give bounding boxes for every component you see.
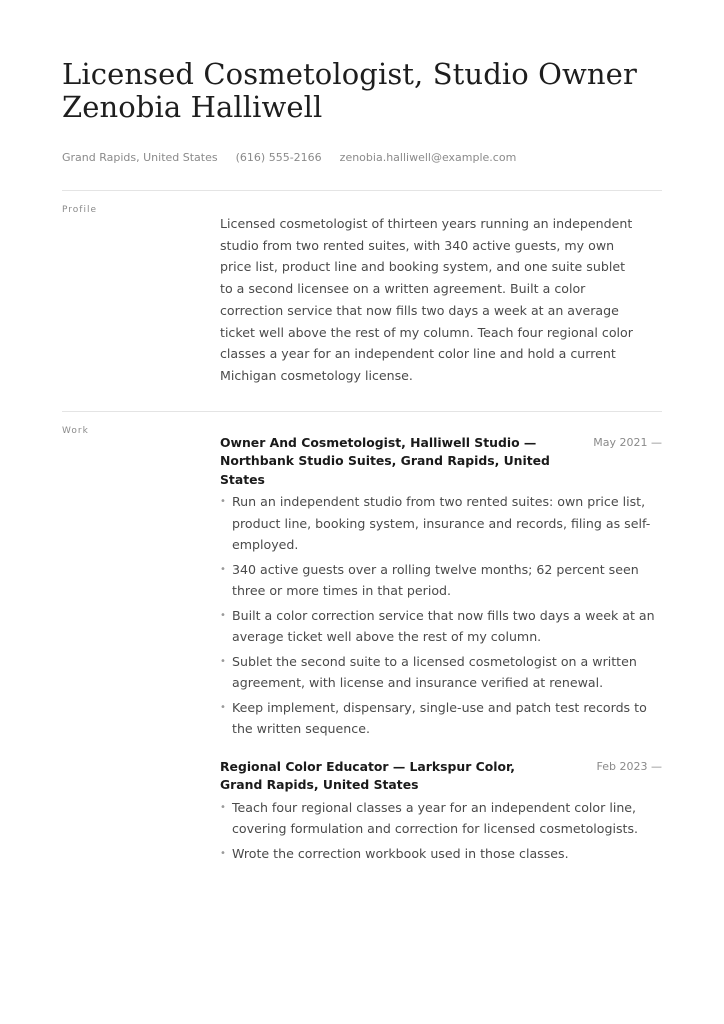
bullet-item bbox=[220, 797, 662, 840]
section-label-work: Work bbox=[62, 425, 89, 436]
bullet-dot-icon: • bbox=[220, 609, 226, 621]
bullet-item bbox=[220, 491, 662, 556]
bullet-text: Wrote the correction workbook used in those classes. bbox=[232, 845, 569, 861]
bullet-text: Sublet the second suite to a licensed cosmetologist on a written agreement, with license and insurance verified at renewal. bbox=[232, 653, 637, 691]
bullet-text: Run an independent studio from two rented suites: own price list, product line, booking system, insurance and records, filing as self-employed. bbox=[232, 494, 651, 553]
job-title: Regional Color Educator — Larkspur Color, Grand Rapids, United States bbox=[220, 758, 515, 793]
job-header bbox=[220, 758, 662, 795]
bullet-item bbox=[220, 843, 662, 865]
location-text: Grand Rapids, United States bbox=[62, 151, 218, 164]
job-header bbox=[220, 434, 662, 490]
bullet-dot-icon: • bbox=[220, 563, 226, 575]
email-link[interactable]: zenobia.halliwell@example.com bbox=[339, 151, 517, 164]
bullet-dot-icon: • bbox=[220, 801, 226, 813]
job-date: Feb 2023 — bbox=[596, 759, 662, 773]
job-entry bbox=[220, 758, 662, 865]
bullet-text: Keep implement, dispensary, single-use and patch test records to the written sequence. bbox=[232, 699, 647, 737]
bullet-text: Built a color correction service that now fills two days a week at an average ticket well above the rest of my column. bbox=[232, 607, 655, 645]
bullet-item bbox=[220, 605, 662, 648]
profile-text: Licensed cosmetologist of thirteen years running an independent studio from two rented suites, with 340 active guests, my own price list, product line and booking system, and one suite sublet to a second licensee on a written agreement. Built a color correction service that now fills two days a week at an average ticket well above the rest of my column. Teach four regional color classes a year for an independent color line and hold a current Michigan cosmetology license. bbox=[220, 216, 633, 383]
profile-body bbox=[220, 191, 662, 411]
person-name: Zenobia Halliwell bbox=[62, 90, 323, 124]
bullet-item bbox=[220, 697, 662, 740]
phone-text: (616) 555-2166 bbox=[235, 151, 322, 164]
section-label-profile: Profile bbox=[62, 205, 97, 215]
bullet-item bbox=[220, 559, 662, 602]
work-body bbox=[220, 412, 662, 883]
page-title bbox=[62, 58, 662, 124]
bullet-dot-icon: • bbox=[220, 847, 226, 859]
resume-page bbox=[62, 58, 662, 882]
bullet-dot-icon: • bbox=[220, 655, 226, 667]
job-bullets bbox=[220, 491, 662, 740]
work-section bbox=[62, 412, 662, 883]
job-title-heading: Licensed Cosmetologist, Studio Owner bbox=[62, 57, 637, 91]
bullet-text: 340 active guests over a rolling twelve months; 62 percent seen three or more times in that period. bbox=[232, 561, 639, 599]
bullet-item bbox=[220, 651, 662, 694]
bullet-dot-icon: • bbox=[220, 496, 226, 508]
job-entry bbox=[220, 434, 662, 740]
profile-section bbox=[62, 191, 662, 411]
bullet-dot-icon: • bbox=[220, 701, 226, 713]
job-title: Owner And Cosmetologist, Halliwell Studio — Northbank Studio Suites, Grand Rapids, United States bbox=[220, 434, 550, 487]
job-bullets bbox=[220, 797, 662, 865]
job-date: May 2021 — bbox=[593, 435, 662, 449]
contact-info bbox=[62, 151, 662, 165]
bullet-text: Teach four regional classes a year for an independent color line, covering formulation and correction for licensed cosmetologists. bbox=[232, 799, 639, 837]
